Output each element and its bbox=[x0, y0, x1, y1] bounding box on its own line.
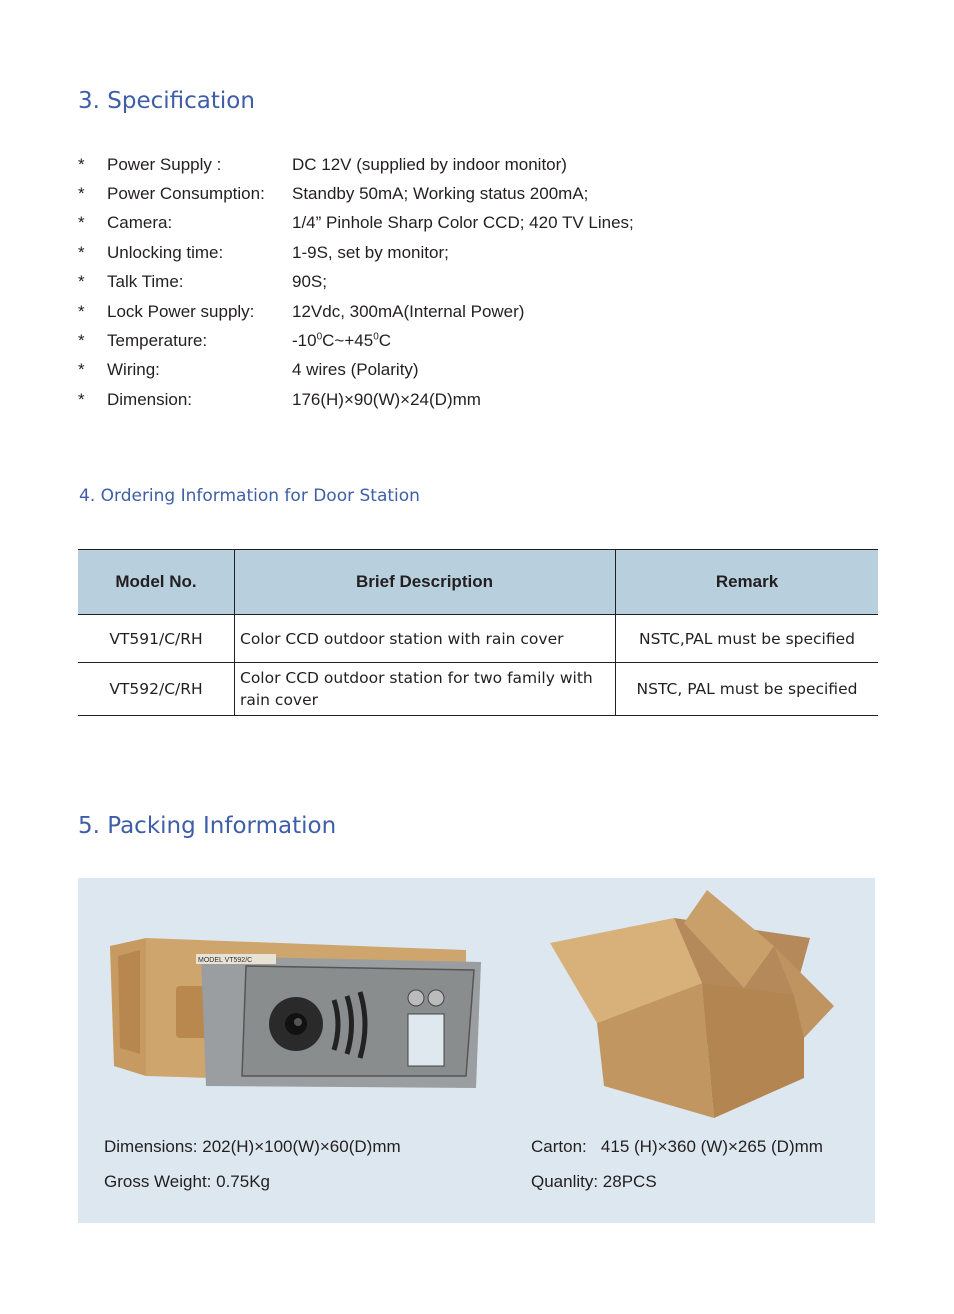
spec-item-talk-time bbox=[78, 268, 778, 297]
spec-label: Dimension: bbox=[107, 389, 193, 409]
bullet: * bbox=[78, 184, 85, 204]
header-description: Brief Description bbox=[235, 550, 616, 615]
header-remark: Remark bbox=[616, 550, 879, 615]
cell-remark: NSTC, PAL must be specified bbox=[616, 663, 879, 716]
product-weight: Gross Weight: 0.75Kg bbox=[104, 1172, 270, 1191]
spec-label: Unlocking time: bbox=[107, 242, 224, 262]
table-row bbox=[78, 615, 878, 663]
ordering-table bbox=[78, 549, 878, 716]
carton-label: Carton: bbox=[531, 1137, 587, 1156]
spec-item-lock-power-supply bbox=[78, 297, 778, 326]
spec-list bbox=[78, 150, 778, 415]
bullet: * bbox=[78, 389, 85, 409]
spec-label: Temperature: bbox=[107, 331, 208, 351]
spec-item-dimension bbox=[78, 385, 778, 414]
carton-dimensions bbox=[531, 1137, 823, 1157]
bullet: * bbox=[78, 360, 85, 380]
spec-value: 176(H)×90(W)×24(D)mm bbox=[292, 389, 481, 409]
packing-panel bbox=[78, 878, 875, 1223]
temp-max: C~+45 bbox=[322, 331, 374, 351]
section-title-ordering: 4. Ordering Information for Door Station bbox=[79, 486, 420, 506]
spec-value bbox=[292, 331, 778, 351]
section-title-specification: 3. Specification bbox=[78, 88, 255, 114]
spec-item-unlocking-time bbox=[78, 238, 778, 267]
spec-label: Wiring: bbox=[107, 360, 160, 380]
degree-sup: 0 bbox=[373, 331, 379, 343]
spec-item-wiring bbox=[78, 356, 778, 385]
cell-description: Color CCD outdoor station for two family with rain cover bbox=[235, 663, 616, 716]
spec-value: 12Vdc, 300mA(Internal Power) bbox=[292, 301, 525, 321]
bullet: * bbox=[78, 213, 85, 233]
spec-value: 1-9S, set by monitor; bbox=[292, 242, 449, 262]
section-title-packing: 5. Packing Information bbox=[78, 813, 337, 839]
bullet: * bbox=[78, 331, 85, 351]
bullet: * bbox=[78, 242, 85, 262]
bullet: * bbox=[78, 154, 85, 174]
spec-label: Power Consumption: bbox=[107, 184, 265, 204]
product-dimensions: Dimensions: 202(H)×100(W)×60(D)mm bbox=[104, 1137, 401, 1156]
temp-unit: C bbox=[378, 331, 392, 351]
cell-model: VT591/C/RH bbox=[78, 615, 235, 663]
table-header-row bbox=[78, 550, 878, 615]
spec-value: DC 12V (supplied by indoor monitor) bbox=[292, 154, 567, 174]
spec-label: Lock Power supply: bbox=[107, 301, 255, 321]
spec-value: Standby 50mA; Working status 200mA; bbox=[292, 184, 589, 204]
cell-description: Color CCD outdoor station with rain cover bbox=[235, 615, 616, 663]
spec-item-power-supply bbox=[78, 150, 778, 179]
degree-sup: 0 bbox=[316, 331, 323, 343]
spec-label: Camera: bbox=[107, 213, 173, 233]
table-row bbox=[78, 663, 878, 716]
package-model-label: MODEL VT592/C bbox=[198, 957, 253, 964]
header-model: Model No. bbox=[78, 550, 235, 615]
carton-box-image bbox=[542, 888, 842, 1123]
spec-value: 1/4” Pinhole Sharp Color CCD; 420 TV Lines; bbox=[292, 213, 634, 233]
cell-model: VT592/C/RH bbox=[78, 663, 235, 716]
carton-size: 415 (H)×360 (W)×265 (D)mm bbox=[600, 1137, 823, 1156]
spec-label: Power Supply : bbox=[107, 154, 222, 174]
bullet: * bbox=[78, 272, 85, 292]
temp-min: -10 bbox=[292, 331, 317, 351]
bullet: * bbox=[78, 301, 85, 321]
spec-item-temperature bbox=[78, 326, 778, 355]
product-package-image bbox=[106, 936, 486, 1096]
spec-label: Talk Time: bbox=[107, 272, 184, 292]
cell-remark: NSTC,PAL must be specified bbox=[616, 615, 879, 663]
spec-item-power-consumption bbox=[78, 179, 778, 208]
carton-quantity: Quanlity: 28PCS bbox=[531, 1172, 657, 1191]
spec-value: 90S; bbox=[292, 272, 327, 292]
spec-value: 4 wires (Polarity) bbox=[292, 360, 419, 380]
spec-item-camera bbox=[78, 209, 778, 238]
